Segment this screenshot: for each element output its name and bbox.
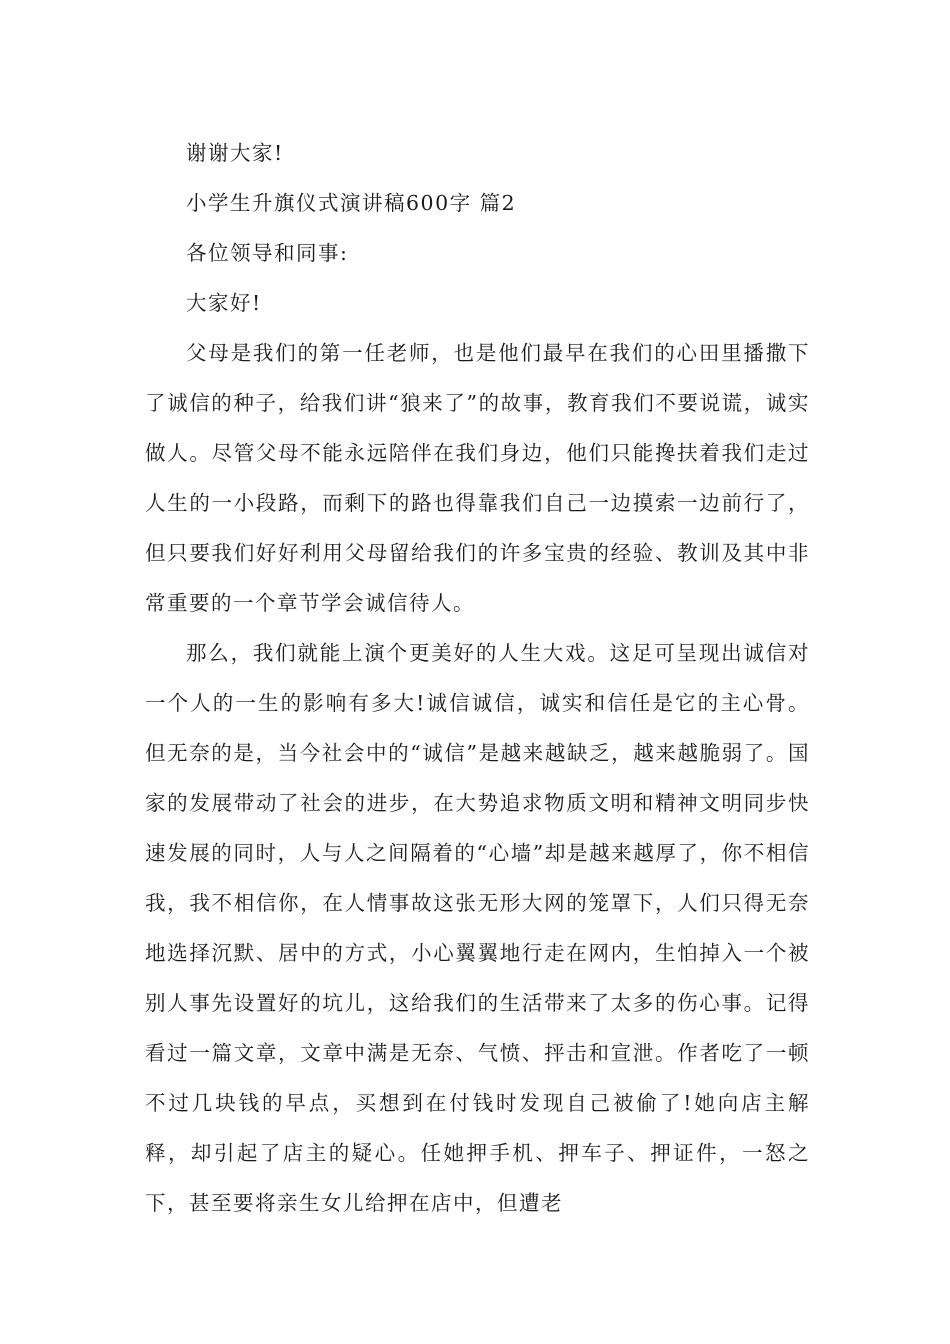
section-heading: 小学生升旗仪式演讲稿600字 篇2: [186, 191, 517, 215]
body-paragraph: 父母是我们的第一任老师，也是他们最早在我们的心田里播撒下了诚信的种子，给我们讲“狼来了”的故事，教育我们不要说谎，诚实做人。尽管父母不能永远陪伴在我们身边，他们只能搀扶着我们走过人生的一小段路，而剩下的路也得靠我们自己一边摸索一边前行了，但只要我们好好利用父母留给我们的许多宝贵的经验、教训及其中非常重要的一个章节学会诚信待人。: [145, 341, 810, 615]
salutation: 各位领导和同事:: [186, 241, 349, 265]
greeting: 大家好!: [186, 291, 262, 315]
document-body: [145, 128, 810, 1228]
body-paragraph: 那么，我们就能上演个更美好的人生大戏。这足可呈现出诚信对一个人的一生的影响有多大!诚信诚信，诚实和信任是它的主心骨。但无奈的是，当今社会中的“诚信”是越来越缺乏，越来越脆弱了。国家的发展带动了社会的进步，在大势追求物质文明和精神文明同步快速发展的同时，人与人之间隔着的“心墙”却是越来越厚了，你不相信我，我不相信你，在人情事故这张无形大网的笼罩下，人们只得无奈地选择沉默、居中的方式，小心翼翼地行走在网内，生怕掉入一个被别人事先设置好的坑儿，这给我们的生活带来了太多的伤心事。记得看过一篇文章，文章中满是无奈、气愤、抨击和宣泄。作者吃了一顿不过几块钱的早点，买想到在付钱时发现自己被偷了!她向店主解释，却引起了店主的疑心。任她押手机、押车子、押证件，一怒之下，甚至要将亲生女儿给押在店中，但遭老: [145, 641, 810, 1215]
closing-line: 谢谢大家!: [186, 141, 284, 165]
